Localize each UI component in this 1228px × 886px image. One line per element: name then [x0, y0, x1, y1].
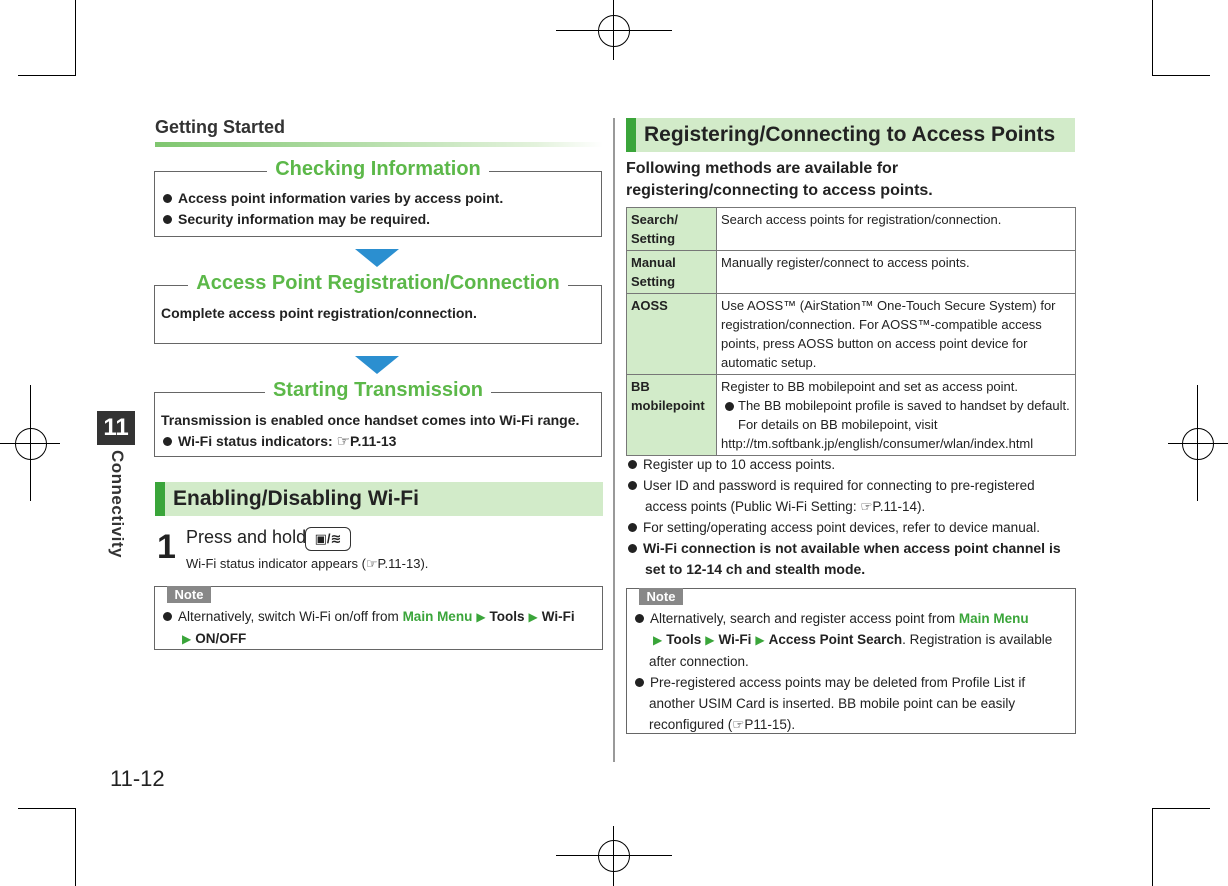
- chapter-name: Connectivity: [108, 450, 127, 559]
- registration-text: Complete access point registration/connection.: [161, 305, 477, 321]
- registering-intro: Following methods are available for registering/connecting to access points.: [626, 160, 933, 199]
- arrow-right-icon: ▶: [755, 633, 765, 647]
- crop-mark: [18, 808, 76, 809]
- table-key: AOSS: [627, 294, 717, 375]
- crop-mark: [1152, 808, 1153, 886]
- bullet-icon: [628, 544, 637, 553]
- registering-section-title: Registering/Connecting to Access Points: [644, 123, 1056, 146]
- crop-mark: [18, 75, 76, 76]
- bullet-icon: [635, 678, 644, 687]
- checking-bullet: Security information may be required.: [155, 209, 601, 230]
- bb-url: http://tm.softbank.jp/english/consumer/wlan/index.html: [721, 436, 1034, 451]
- table-row: [627, 251, 1076, 294]
- registering-bullet: Register up to 10 access points.: [628, 454, 1076, 475]
- getting-started-title: Getting Started: [155, 117, 286, 137]
- arrow-right-icon: ▶: [182, 632, 192, 646]
- bullet-icon: [725, 402, 734, 411]
- crop-mark: [1152, 75, 1210, 76]
- bullet-icon: [635, 614, 644, 623]
- step-number: 1: [157, 528, 176, 566]
- registration-mark: [1182, 428, 1214, 460]
- flow-arrow-icon: [355, 356, 399, 374]
- table-value: Manually register/connect to access points.: [717, 251, 1076, 294]
- table-value: Search access points for registration/connection.: [717, 208, 1076, 251]
- registering-note-1: Alternatively, search and register access point from Main Menu ▶ Tools ▶ Wi-Fi ▶ Access Point Search. Registration is available after connection.: [627, 589, 1075, 672]
- registration-mark: [598, 15, 630, 47]
- registering-bullet: For setting/operating access point devices, refer to device manual.: [628, 517, 1076, 538]
- table-value: Register to BB mobilepoint and set as access point. The BB mobilepoint profile is saved to handset by default. For details on BB mobilepoint, visit http://tm.softbank.jp/english/consumer/wlan/index.html: [717, 375, 1076, 456]
- crop-mark: [75, 0, 76, 76]
- registration-mark: [15, 428, 47, 460]
- wifi-key-icon: ▣/≋: [305, 527, 351, 551]
- bullet-icon: [628, 460, 637, 469]
- starting-text: Transmission is enabled once handset comes into Wi-Fi range.: [161, 412, 580, 428]
- registering-section-header: [626, 118, 1075, 152]
- note-tag: Note: [639, 588, 683, 605]
- bullet-icon: [628, 481, 637, 490]
- methods-table: [626, 207, 1076, 456]
- crop-mark: [1152, 808, 1210, 809]
- registering-note-box: [626, 588, 1076, 734]
- step-text: Press and hold: [186, 527, 307, 547]
- bullet-icon: [628, 523, 637, 532]
- note-tag: Note: [167, 586, 211, 603]
- registration-box: [154, 272, 602, 344]
- starting-bullet: Wi-Fi status indicators: ☞P.11-13: [155, 431, 601, 452]
- column-divider: [613, 118, 615, 762]
- bullet-icon: [163, 215, 172, 224]
- bullet-icon: [163, 612, 172, 621]
- enabling-note-box: [154, 586, 603, 650]
- arrow-right-icon: ▶: [528, 610, 538, 624]
- step-subtext: Wi-Fi status indicator appears (☞P.11-13).: [186, 556, 429, 571]
- starting-transmission-title: Starting Transmission: [265, 379, 491, 401]
- checking-bullet: Access point information varies by access point.: [155, 188, 601, 209]
- enabling-section-title: Enabling/Disabling Wi-Fi: [173, 487, 419, 510]
- chapter-number: 11: [97, 411, 135, 445]
- reference-icon: ☞: [336, 433, 351, 450]
- table-key: BB mobilepoint: [627, 375, 717, 456]
- page-number: 11-12: [110, 766, 165, 791]
- arrow-right-icon: ▶: [476, 610, 486, 624]
- bullet-icon: [163, 437, 172, 446]
- registration-title: Access Point Registration/Connection: [188, 272, 567, 294]
- crop-mark: [1152, 0, 1153, 76]
- table-row: [627, 375, 1076, 456]
- enabling-note-text: Alternatively, switch Wi-Fi on/off from Main Menu ▶ Tools ▶ Wi-Fi ▶ ON/OFF: [155, 587, 602, 650]
- bullet-icon: [163, 194, 172, 203]
- flow-arrow-icon: [355, 249, 399, 267]
- table-row: [627, 294, 1076, 375]
- registering-note-2: Pre-registered access points may be deleted from Profile List if another USIM Card is inserted. BB mobile point can be easily reconfigured (☞P11-15).: [627, 672, 1075, 735]
- registering-bold-bullet: Wi-Fi connection is not available when access point channel is set to 12-14 ch and stealth mode.: [628, 538, 1076, 580]
- table-key: Manual Setting: [627, 251, 717, 294]
- enabling-section-header: [155, 482, 603, 516]
- getting-started-bar: [155, 142, 603, 147]
- arrow-right-icon: ▶: [705, 633, 715, 647]
- checking-information-box: [154, 158, 602, 237]
- registration-mark: [598, 840, 630, 872]
- checking-information-title: Checking Information: [267, 158, 489, 180]
- table-key: Search/ Setting: [627, 208, 717, 251]
- starting-transmission-box: [154, 379, 602, 457]
- crop-mark: [75, 808, 76, 886]
- arrow-right-icon: ▶: [653, 633, 663, 647]
- table-row: [627, 208, 1076, 251]
- table-value: Use AOSS™ (AirStation™ One-Touch Secure System) for registration/connection. For AOSS™-compatible access points, press AOSS button on access point device for automatic setup.: [717, 294, 1076, 375]
- registering-bullet: User ID and password is required for connecting to pre-registered access points (Public Wi-Fi Setting: ☞P.11-14).: [628, 475, 1076, 517]
